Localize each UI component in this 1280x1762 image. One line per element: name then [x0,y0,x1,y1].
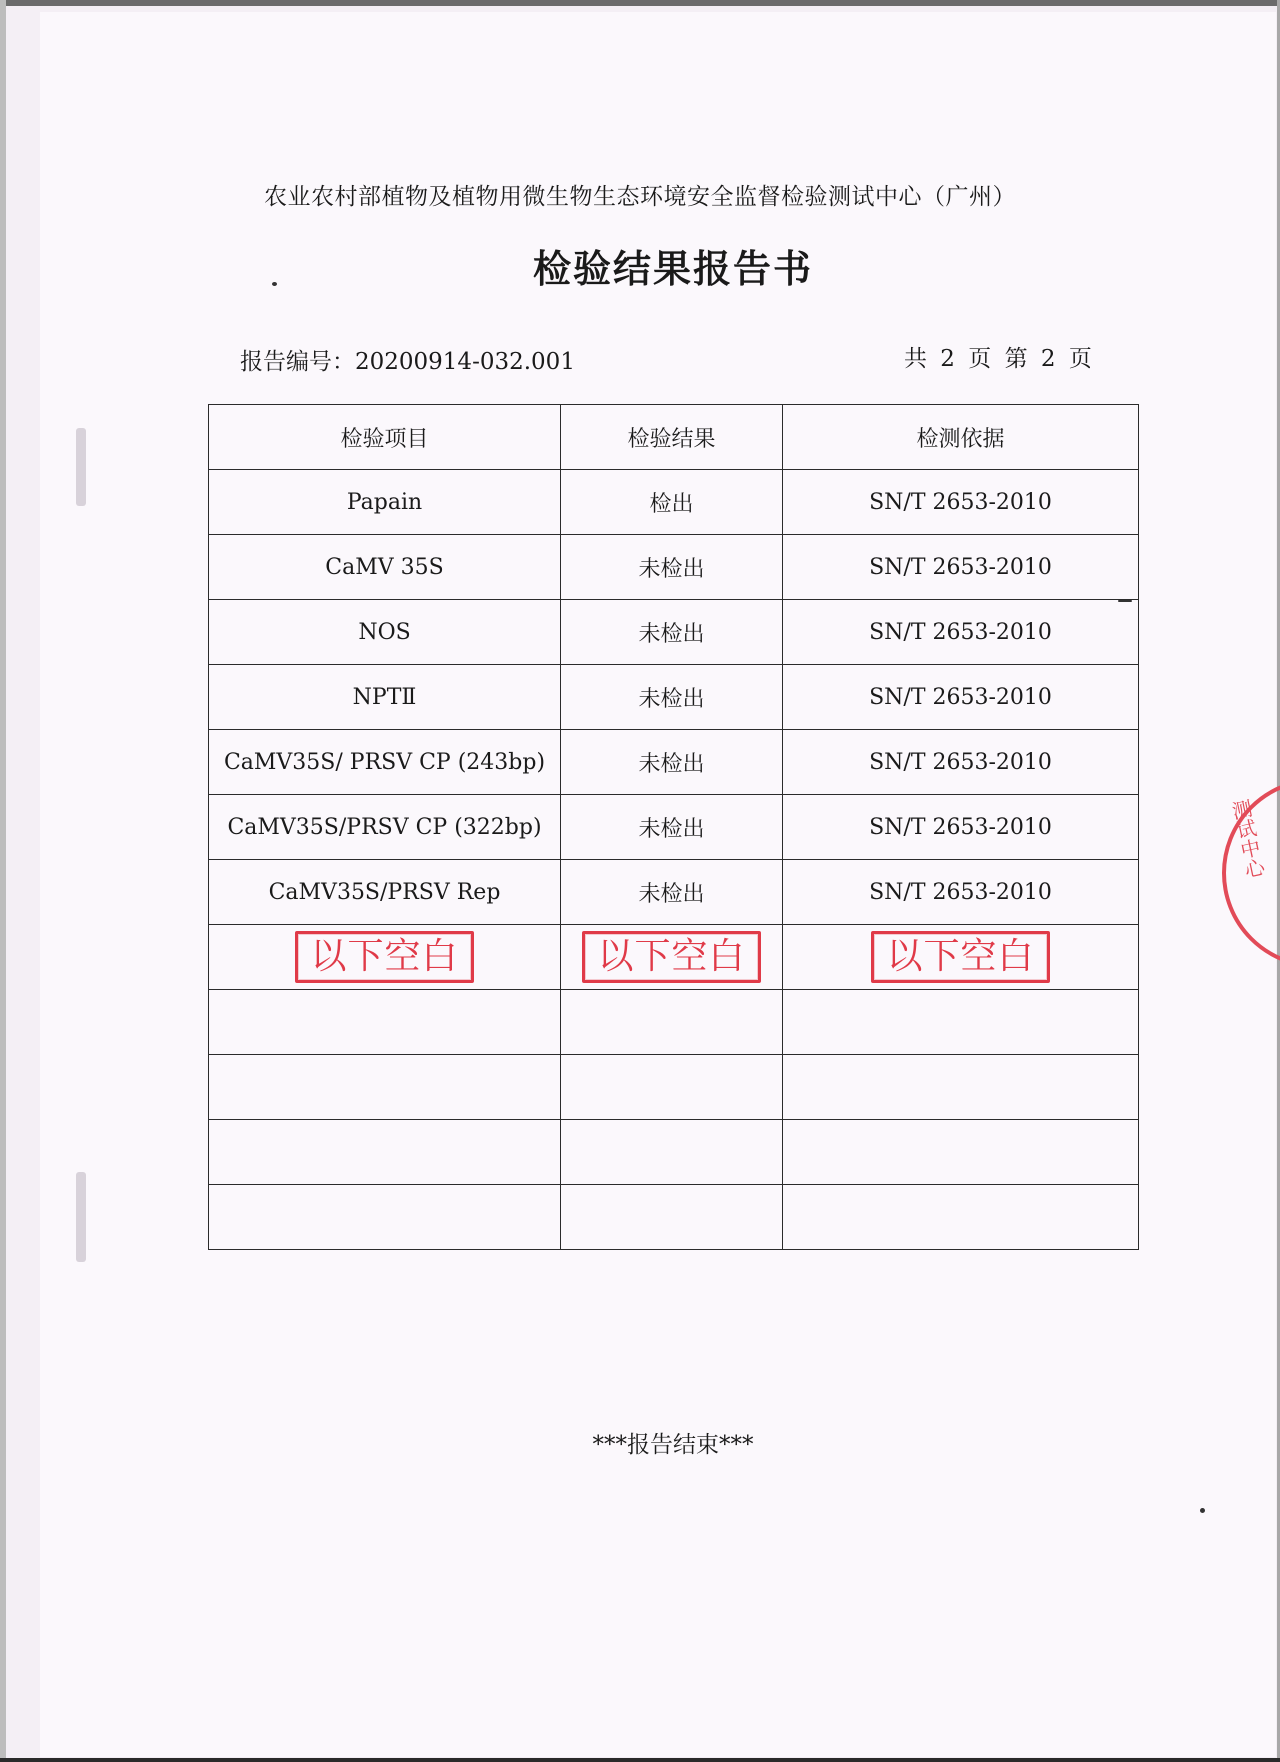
empty-cell [209,990,561,1055]
cell-basis: SN/T 2653-2010 [783,470,1139,535]
cell-basis: SN/T 2653-2010 [783,535,1139,600]
results-table [208,404,1139,1250]
empty-cell [209,1055,561,1120]
table-row [209,600,1139,665]
table-row [209,535,1139,600]
table-row [209,665,1139,730]
issuing-organization: 农业农村部植物及植物用微生物生态环境安全监督检验测试中心（广州） [264,184,1016,210]
document-title: 检验结果报告书 [532,246,813,291]
cell-basis: SN/T 2653-2010 [783,730,1139,795]
empty-cell [783,1055,1139,1120]
report-end-mark: ***报告结束*** [592,1432,754,1458]
blank-below-stamp: 以下空白 [295,931,473,983]
punch-mark-top [76,428,86,506]
cell-item: Papain [209,470,561,535]
scan-edge-top [0,0,1280,6]
empty-row [209,1185,1139,1250]
stamp-cell [561,925,783,990]
stamp-cell [783,925,1139,990]
cell-basis: SN/T 2653-2010 [783,665,1139,730]
header-test-item: 检验项目 [209,405,561,470]
cell-result: 检出 [561,470,783,535]
empty-cell [783,990,1139,1055]
empty-row [209,1120,1139,1185]
empty-cell [209,1185,561,1250]
report-number-label: 报告编号： [240,349,355,375]
cell-item: CaMV35S/PRSV Rep [209,860,561,925]
cell-item: NOS [209,600,561,665]
header-test-basis: 检测依据 [783,405,1139,470]
cell-basis: SN/T 2653-2010 [783,860,1139,925]
cell-result: 未检出 [561,730,783,795]
page-indicator: 共 2 页 第 2 页 [904,346,1092,372]
empty-row [209,1055,1139,1120]
empty-cell [561,1055,783,1120]
cell-item: NPTⅡ [209,665,561,730]
empty-cell [209,1120,561,1185]
empty-cell [783,1120,1139,1185]
punch-mark-bottom [76,1172,86,1262]
table-row [209,730,1139,795]
cell-result: 未检出 [561,600,783,665]
empty-cell [783,1185,1139,1250]
table-row [209,795,1139,860]
table-row [209,860,1139,925]
table-header-row [209,405,1139,470]
blank-below-stamp: 以下空白 [871,931,1049,983]
empty-cell [561,990,783,1055]
blank-below-stamp: 以下空白 [582,931,760,983]
cell-result: 未检出 [561,535,783,600]
scan-edge-bottom [0,1758,1280,1762]
header-test-result: 检验结果 [561,405,783,470]
cell-basis: SN/T 2653-2010 [783,600,1139,665]
cell-item: CaMV 35S [209,535,561,600]
cell-basis: SN/T 2653-2010 [783,795,1139,860]
seal-text: 测试中心 [1226,797,1267,881]
empty-cell [561,1185,783,1250]
scan-speck [1200,1508,1205,1513]
empty-cell [561,1120,783,1185]
table-row [209,470,1139,535]
blank-stamp-row [209,925,1139,990]
cell-result: 未检出 [561,665,783,730]
report-number-line [240,343,575,376]
stamp-cell [209,925,561,990]
cell-item: CaMV35S/ PRSV CP (243bp) [209,730,561,795]
cell-item: CaMV35S/PRSV CP (322bp) [209,795,561,860]
report-number: 20200914-032.001 [355,349,575,375]
empty-row [209,990,1139,1055]
cell-result: 未检出 [561,795,783,860]
cell-result: 未检出 [561,860,783,925]
